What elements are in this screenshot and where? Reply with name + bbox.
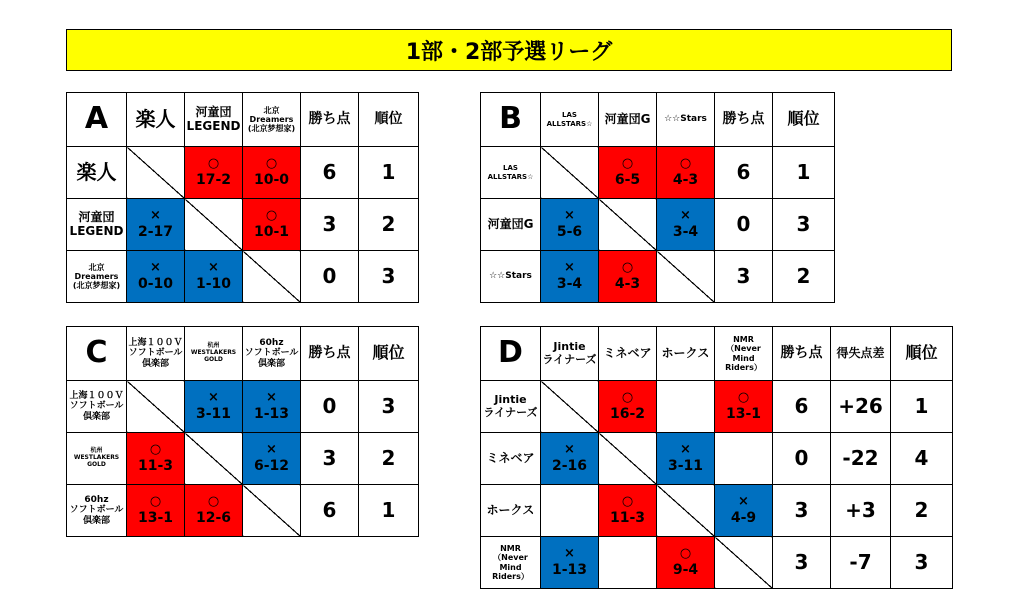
- row-team: 60hz ソフトボール 倶楽部: [67, 485, 127, 537]
- row-team: Jintie ライナーズ: [481, 381, 541, 433]
- score: 17-2: [195, 171, 232, 188]
- column-team: Jintie ライナーズ: [541, 327, 599, 381]
- result-cell: [243, 199, 301, 251]
- points-value: 6: [301, 485, 359, 537]
- result-cell: [185, 485, 243, 537]
- rank-value: 1: [773, 147, 835, 199]
- points-value: 0: [773, 433, 831, 485]
- rank-value: 3: [359, 381, 419, 433]
- column-rank: 順位: [891, 327, 953, 381]
- score: 16-2: [609, 405, 646, 422]
- column-team: 楽人: [127, 93, 185, 147]
- score: 12-6: [195, 509, 232, 526]
- loss-mark: ×: [564, 545, 575, 561]
- empty-cell: [541, 485, 599, 537]
- result-cell: [541, 251, 599, 303]
- points-value: 3: [773, 537, 831, 589]
- score: 4-3: [672, 171, 699, 188]
- column-goal-difference: 得失点差: [831, 327, 891, 381]
- points-value: 3: [301, 199, 359, 251]
- result-cell: [599, 251, 657, 303]
- rank-value: 4: [891, 433, 953, 485]
- loss-mark: ×: [564, 441, 575, 457]
- points-value: 6: [715, 147, 773, 199]
- diagonal-cell: [243, 251, 301, 303]
- score: 11-3: [137, 457, 174, 474]
- score: 3-4: [672, 223, 699, 240]
- group-label: A: [67, 93, 127, 147]
- result-cell: [127, 199, 185, 251]
- column-team: 河童団 LEGEND: [185, 93, 243, 147]
- score: 0-10: [137, 275, 174, 292]
- win-mark: ○: [621, 259, 634, 275]
- result-cell: [185, 381, 243, 433]
- column-rank: 順位: [359, 93, 419, 147]
- loss-mark: ×: [680, 207, 691, 223]
- win-mark: ○: [679, 155, 692, 171]
- points-value: 0: [301, 381, 359, 433]
- win-mark: ○: [149, 493, 162, 509]
- loss-mark: ×: [266, 389, 277, 405]
- rank-value: 1: [359, 485, 419, 537]
- rank-value: 3: [773, 199, 835, 251]
- points-value: 3: [301, 433, 359, 485]
- loss-mark: ×: [208, 259, 219, 275]
- diagonal-cell: [657, 485, 715, 537]
- score: 13-1: [725, 405, 762, 422]
- column-team: 60hz ソフトボール 倶楽部: [243, 327, 301, 381]
- result-cell: [127, 251, 185, 303]
- result-cell: [185, 147, 243, 199]
- group-label: B: [481, 93, 541, 147]
- group-label: D: [481, 327, 541, 381]
- rank-value: 2: [359, 199, 419, 251]
- row-team: 河童団 LEGEND: [67, 199, 127, 251]
- result-cell: [243, 381, 301, 433]
- result-cell: [541, 199, 599, 251]
- loss-mark: ×: [564, 259, 575, 275]
- column-team: 河童団G: [599, 93, 657, 147]
- result-cell: [657, 199, 715, 251]
- win-mark: ○: [265, 155, 278, 171]
- diagonal-cell: [127, 381, 185, 433]
- win-mark: ○: [207, 155, 220, 171]
- diagonal-cell: [599, 199, 657, 251]
- result-cell: [657, 537, 715, 589]
- points-value: 0: [715, 199, 773, 251]
- rank-value: 2: [359, 433, 419, 485]
- row-team: 杭州 WESTLAKERS GOLD: [67, 433, 127, 485]
- row-team: NMR （Never Mind Riders）: [481, 537, 541, 589]
- row-team: 河童団G: [481, 199, 541, 251]
- diagonal-cell: [185, 433, 243, 485]
- rank-value: 3: [891, 537, 953, 589]
- column-team: ミネベア: [599, 327, 657, 381]
- score: 3-11: [667, 457, 704, 474]
- loss-mark: ×: [564, 207, 575, 223]
- diagonal-cell: [715, 537, 773, 589]
- rank-value: 2: [891, 485, 953, 537]
- score: 2-16: [551, 457, 588, 474]
- empty-cell: [657, 381, 715, 433]
- group-d-table: [480, 326, 953, 589]
- result-cell: [243, 147, 301, 199]
- points-value: 3: [773, 485, 831, 537]
- diagonal-cell: [185, 199, 243, 251]
- win-mark: ○: [149, 441, 162, 457]
- win-mark: ○: [207, 493, 220, 509]
- rank-value: 1: [891, 381, 953, 433]
- diagonal-cell: [541, 381, 599, 433]
- result-cell: [541, 433, 599, 485]
- result-cell: [715, 381, 773, 433]
- score: 10-1: [253, 223, 290, 240]
- loss-mark: ×: [208, 389, 219, 405]
- row-team: 上海１００Ｖ ソフトボール 倶楽部: [67, 381, 127, 433]
- score: 1-10: [195, 275, 232, 292]
- score: 4-9: [730, 509, 757, 526]
- loss-mark: ×: [738, 493, 749, 509]
- score: 10-0: [253, 171, 290, 188]
- score: 6-5: [614, 171, 641, 188]
- diagonal-cell: [599, 433, 657, 485]
- row-team: ミネベア: [481, 433, 541, 485]
- empty-cell: [715, 433, 773, 485]
- column-team: LAS ALLSTARS☆: [541, 93, 599, 147]
- score: 9-4: [672, 561, 699, 578]
- result-cell: [127, 485, 185, 537]
- score: 13-1: [137, 509, 174, 526]
- row-team: ホークス: [481, 485, 541, 537]
- result-cell: [599, 147, 657, 199]
- rank-value: 2: [773, 251, 835, 303]
- diagonal-cell: [541, 147, 599, 199]
- win-mark: ○: [679, 545, 692, 561]
- loss-mark: ×: [680, 441, 691, 457]
- column-team: 上海１００Ｖ ソフトボール 倶楽部: [127, 327, 185, 381]
- empty-cell: [599, 537, 657, 589]
- points-value: 6: [301, 147, 359, 199]
- rank-value: 3: [359, 251, 419, 303]
- score: 2-17: [137, 223, 174, 240]
- goal-difference-value: -7: [831, 537, 891, 589]
- win-mark: ○: [265, 207, 278, 223]
- result-cell: [243, 433, 301, 485]
- result-cell: [127, 433, 185, 485]
- row-team: ☆☆Stars: [481, 251, 541, 303]
- score: 3-11: [195, 405, 232, 422]
- diagonal-cell: [243, 485, 301, 537]
- result-cell: [657, 433, 715, 485]
- result-cell: [599, 485, 657, 537]
- column-team: ホークス: [657, 327, 715, 381]
- group-b-table: [480, 92, 835, 303]
- score: 1-13: [551, 561, 588, 578]
- column-team: ☆☆Stars: [657, 93, 715, 147]
- diagonal-cell: [657, 251, 715, 303]
- row-team: LAS ALLSTARS☆: [481, 147, 541, 199]
- group-c-table: [66, 326, 419, 537]
- result-cell: [599, 381, 657, 433]
- loss-mark: ×: [150, 207, 161, 223]
- score: 6-12: [253, 457, 290, 474]
- win-mark: ○: [621, 389, 634, 405]
- group-label: C: [67, 327, 127, 381]
- score: 11-3: [609, 509, 646, 526]
- column-rank: 順位: [359, 327, 419, 381]
- score: 1-13: [253, 405, 290, 422]
- loss-mark: ×: [266, 441, 277, 457]
- points-value: 0: [301, 251, 359, 303]
- points-value: 3: [715, 251, 773, 303]
- score: 5-6: [556, 223, 583, 240]
- result-cell: [541, 537, 599, 589]
- win-mark: ○: [737, 389, 750, 405]
- rank-value: 1: [359, 147, 419, 199]
- column-points: 勝ち点: [715, 93, 773, 147]
- page-title: 1部・2部予選リーグ: [66, 29, 952, 71]
- loss-mark: ×: [150, 259, 161, 275]
- goal-difference-value: -22: [831, 433, 891, 485]
- win-mark: ○: [621, 493, 634, 509]
- row-team: 北京 Dreamers (北京梦想家): [67, 251, 127, 303]
- column-team: 北京 Dreamers (北京梦想家): [243, 93, 301, 147]
- group-a-table: [66, 92, 419, 303]
- result-cell: [715, 485, 773, 537]
- result-cell: [657, 147, 715, 199]
- column-points: 勝ち点: [301, 327, 359, 381]
- score: 3-4: [556, 275, 583, 292]
- goal-difference-value: +3: [831, 485, 891, 537]
- column-team: NMR （Never Mind Riders）: [715, 327, 773, 381]
- column-points: 勝ち点: [301, 93, 359, 147]
- column-points: 勝ち点: [773, 327, 831, 381]
- result-cell: [185, 251, 243, 303]
- column-rank: 順位: [773, 93, 835, 147]
- win-mark: ○: [621, 155, 634, 171]
- goal-difference-value: +26: [831, 381, 891, 433]
- row-team: 楽人: [67, 147, 127, 199]
- column-team: 杭州 WESTLAKERS GOLD: [185, 327, 243, 381]
- score: 4-3: [614, 275, 641, 292]
- diagonal-cell: [127, 147, 185, 199]
- points-value: 6: [773, 381, 831, 433]
